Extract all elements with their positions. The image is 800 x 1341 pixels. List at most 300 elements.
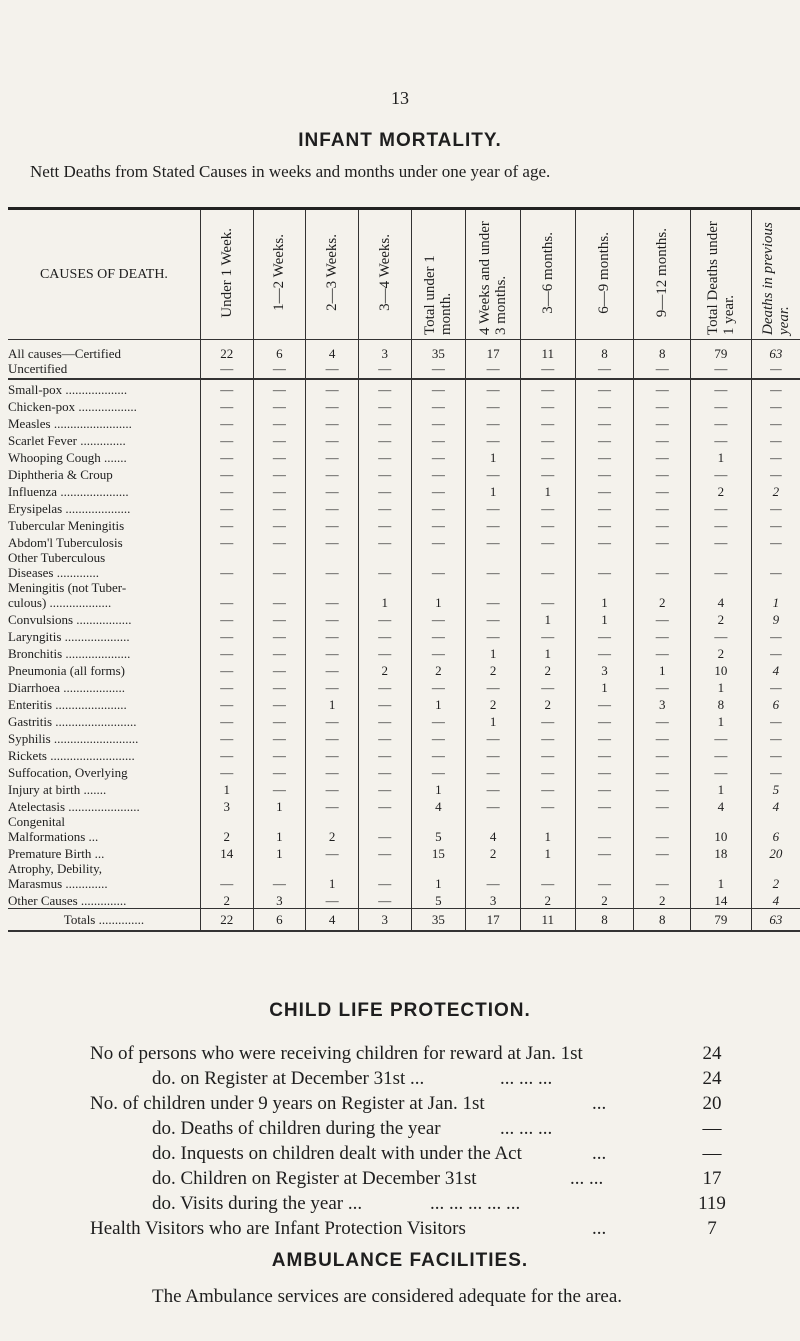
table-cell: — <box>634 499 691 516</box>
table-cell: 2 <box>691 610 752 627</box>
col-header <box>575 210 634 340</box>
table-cell: 1 <box>634 661 691 678</box>
table-cell: — <box>358 763 411 780</box>
table-cell: — <box>306 516 359 533</box>
table-cell: 2 <box>466 695 521 712</box>
table-cell: 5 <box>751 780 800 797</box>
certified-value: 8 <box>601 346 608 361</box>
child-life-value: 24 <box>702 1068 722 1089</box>
table-cell: — <box>358 814 411 844</box>
all-causes-label: All causes—Certified Uncertified <box>8 340 200 380</box>
all-causes-cell <box>751 340 800 380</box>
col-header <box>466 210 521 340</box>
col-header-label: Total under 1 month. <box>422 255 455 335</box>
table-cell: — <box>358 780 411 797</box>
table-cell: 1 <box>575 580 634 610</box>
child-life-value: — <box>702 1118 722 1139</box>
table-cell: 5 <box>411 891 466 909</box>
table-cell: 1 <box>253 814 306 844</box>
all-causes-cell <box>200 340 253 380</box>
table-cell: — <box>520 627 575 644</box>
table-cell: — <box>466 729 521 746</box>
table-cell: 2 <box>691 644 752 661</box>
page-title: INFANT MORTALITY. <box>298 130 502 151</box>
infant-mortality-table <box>8 210 800 932</box>
table-cell: — <box>691 379 752 397</box>
table-cell: — <box>358 482 411 499</box>
table-cell: — <box>358 844 411 861</box>
col-header-label: 3—4 Weeks. <box>376 234 393 311</box>
table-row <box>8 414 800 431</box>
table-cell: — <box>253 661 306 678</box>
table-cell: — <box>411 746 466 763</box>
cause-label: Small-pox ................... <box>8 382 128 397</box>
table-cell: — <box>358 712 411 729</box>
table-cell: — <box>306 627 359 644</box>
table-cell: — <box>575 448 634 465</box>
table-cell: 2 <box>306 814 359 844</box>
cause-label: Rickets .......................... <box>8 748 135 763</box>
table-cell: 1 <box>520 644 575 661</box>
table-cell: — <box>575 379 634 397</box>
uncertified-value: — <box>272 361 286 376</box>
certified-value: 22 <box>220 346 234 361</box>
table-cell: 2 <box>411 661 466 678</box>
table-cell: — <box>751 712 800 729</box>
table-row <box>8 550 800 580</box>
table-cell: — <box>751 516 800 533</box>
table-cell: — <box>306 431 359 448</box>
table-cell: — <box>411 550 466 580</box>
table-cell: 2 <box>200 891 253 909</box>
table-cell: — <box>358 397 411 414</box>
table-cell: — <box>358 644 411 661</box>
table-cell: — <box>358 499 411 516</box>
child-life-leader-dots: ... ... ... <box>500 1068 553 1089</box>
ambulance-heading: AMBULANCE FACILITIES. <box>271 1250 529 1271</box>
table-cell: 1 <box>306 861 359 891</box>
all-causes-cell <box>691 340 752 380</box>
child-life-leader-dots: ... ... <box>570 1168 604 1189</box>
table-cell: — <box>751 397 800 414</box>
cause-label: Chicken-pox .................. <box>8 399 137 414</box>
table-cell: — <box>691 729 752 746</box>
cause-label: Measles ........................ <box>8 416 132 431</box>
table-cell: 2 <box>520 661 575 678</box>
table-cell: — <box>520 861 575 891</box>
all-causes-cell <box>253 340 306 380</box>
table-cell: 1 <box>466 482 521 499</box>
table-cell: — <box>358 729 411 746</box>
table-body <box>8 340 800 932</box>
cause-label: Suffocation, Overlying <box>8 765 128 780</box>
table-cell: — <box>358 746 411 763</box>
child-life-value: 20 <box>702 1093 722 1114</box>
table-cell: — <box>751 644 800 661</box>
table-row <box>8 397 800 414</box>
table-cell: 2 <box>634 891 691 909</box>
child-life-leader-dots: ... <box>592 1143 607 1164</box>
child-life-heading: CHILD LIFE PROTECTION. <box>269 1000 531 1021</box>
table-cell: — <box>466 533 521 550</box>
table-cell: — <box>634 533 691 550</box>
causes-header: CAUSES OF DEATH. <box>8 210 200 340</box>
table-cell: — <box>575 695 634 712</box>
table-cell: 1 <box>691 861 752 891</box>
table-cell: — <box>575 712 634 729</box>
table-cell: — <box>466 797 521 814</box>
table-cell: — <box>634 814 691 844</box>
table-row <box>8 379 800 397</box>
totals-cell: 4 <box>306 909 359 932</box>
table-cell: — <box>200 397 253 414</box>
table-cell: — <box>691 397 752 414</box>
table-row <box>8 814 800 844</box>
table-cell: — <box>751 678 800 695</box>
table-cell: — <box>466 610 521 627</box>
table-cell: — <box>411 678 466 695</box>
cause-label: Premature Birth ... <box>8 846 105 861</box>
table-cell: 4 <box>691 797 752 814</box>
table-cell: — <box>253 499 306 516</box>
child-life-leader-dots: ... <box>592 1093 607 1114</box>
table-cell: — <box>575 533 634 550</box>
col-header-label: Total Deaths under 1 year. <box>704 221 737 335</box>
table-row <box>8 516 800 533</box>
table-cell: — <box>358 533 411 550</box>
table-cell: — <box>466 746 521 763</box>
cause-label: Meningitis (not Tuber- culous) ................... <box>8 580 127 610</box>
table-cell: — <box>751 448 800 465</box>
table-cell: 2 <box>751 861 800 891</box>
table-cell: — <box>411 465 466 482</box>
table-row <box>8 580 800 610</box>
table-cell: 1 <box>411 780 466 797</box>
table-cell: — <box>253 644 306 661</box>
table-cell: 4 <box>411 797 466 814</box>
table-cell: 2 <box>520 891 575 909</box>
table-cell: 4 <box>751 661 800 678</box>
table-cell: 8 <box>691 695 752 712</box>
totals-cell: 8 <box>575 909 634 932</box>
table-cell: — <box>253 746 306 763</box>
table-cell: — <box>358 550 411 580</box>
cause-label: Whooping Cough ....... <box>8 450 127 465</box>
table-cell: — <box>520 729 575 746</box>
table-cell: — <box>751 763 800 780</box>
totals-cell: 22 <box>200 909 253 932</box>
table-cell: — <box>575 465 634 482</box>
table-cell: 1 <box>306 695 359 712</box>
page-subtitle: Nett Deaths from Stated Causes in weeks and months under one year of age. <box>30 162 551 181</box>
certified-value: 4 <box>328 346 336 361</box>
table-cell: — <box>575 644 634 661</box>
table-cell: — <box>253 780 306 797</box>
table-cell: — <box>751 499 800 516</box>
table-cell: — <box>253 397 306 414</box>
all-causes-cell <box>466 340 521 380</box>
totals-row <box>8 909 800 932</box>
table-cell: — <box>575 861 634 891</box>
col-header <box>634 210 691 340</box>
table-cell: — <box>306 379 359 397</box>
table-cell: — <box>253 580 306 610</box>
table-cell: 1 <box>691 678 752 695</box>
table-cell: — <box>358 448 411 465</box>
table-cell: — <box>634 763 691 780</box>
table-cell: — <box>520 678 575 695</box>
table-cell: — <box>691 550 752 580</box>
table-cell: — <box>306 797 359 814</box>
table-cell: — <box>575 516 634 533</box>
table-cell: — <box>200 746 253 763</box>
cause-label: Convulsions ................. <box>8 612 132 627</box>
table-cell: — <box>253 448 306 465</box>
table-cell: — <box>466 516 521 533</box>
totals-cell: 79 <box>691 909 752 932</box>
table-cell: — <box>306 550 359 580</box>
table-cell: — <box>411 448 466 465</box>
table-row <box>8 627 800 644</box>
col-header-label: 9—12 months. <box>654 227 671 318</box>
table-cell: — <box>411 414 466 431</box>
totals-cell: 63 <box>751 909 800 932</box>
table-cell: — <box>691 533 752 550</box>
table-cell: — <box>253 414 306 431</box>
table-cell: — <box>200 448 253 465</box>
table-cell: — <box>691 499 752 516</box>
table-cell: — <box>520 780 575 797</box>
table-cell: 1 <box>691 448 752 465</box>
child-life-label: do. Visits during the year ... <box>152 1193 363 1214</box>
totals-cell: 3 <box>358 909 411 932</box>
table-cell: 1 <box>358 580 411 610</box>
uncertified-value: — <box>220 361 234 376</box>
col-header <box>253 210 306 340</box>
table-cell: — <box>575 729 634 746</box>
table-cell: — <box>466 678 521 695</box>
table-row <box>8 712 800 729</box>
child-life-label: do. Children on Register at December 31st <box>152 1168 477 1189</box>
cause-label: Gastritis ......................... <box>8 714 137 729</box>
table-cell: — <box>634 482 691 499</box>
table-cell: — <box>358 627 411 644</box>
table-cell: 9 <box>751 610 800 627</box>
table-cell: — <box>751 729 800 746</box>
table-cell: — <box>575 814 634 844</box>
table-cell: — <box>520 448 575 465</box>
table-cell: — <box>306 678 359 695</box>
table-cell: — <box>691 465 752 482</box>
table-cell: — <box>306 844 359 861</box>
uncertified-value: — <box>714 361 728 376</box>
cause-label: Diphtheria & Croup <box>8 467 113 482</box>
col-header-label: 6—9 months. <box>596 231 613 314</box>
table-cell: — <box>520 397 575 414</box>
uncertified-value: — <box>325 361 339 376</box>
table-cell: 14 <box>691 891 752 909</box>
cause-label: Diarrhoea ................... <box>8 680 125 695</box>
table-cell: — <box>253 610 306 627</box>
cause-label: Injury at birth ....... <box>8 782 107 797</box>
table-row <box>8 729 800 746</box>
table-cell: — <box>200 763 253 780</box>
table-cell: — <box>200 499 253 516</box>
table-cell: — <box>466 580 521 610</box>
table-cell: 3 <box>253 891 306 909</box>
table-cell: — <box>520 746 575 763</box>
table-cell: — <box>200 610 253 627</box>
table-cell: — <box>691 516 752 533</box>
table-cell: — <box>634 861 691 891</box>
table-cell: 1 <box>411 580 466 610</box>
table-cell: — <box>466 861 521 891</box>
table-cell: — <box>466 397 521 414</box>
table-cell: — <box>751 533 800 550</box>
table-cell: 1 <box>200 780 253 797</box>
table-cell: 1 <box>751 580 800 610</box>
table-cell: — <box>200 482 253 499</box>
table-cell: 2 <box>466 661 521 678</box>
table-cell: — <box>358 379 411 397</box>
table-row <box>8 763 800 780</box>
certified-value: 11 <box>541 346 555 361</box>
table-cell: — <box>751 414 800 431</box>
child-life-label: No. of children under 9 years on Register at Jan. 1st <box>90 1093 485 1114</box>
col-header-label: 4 Weeks and under 3 months. <box>477 221 510 335</box>
table-cell: — <box>575 414 634 431</box>
col-header <box>520 210 575 340</box>
table-cell: 2 <box>634 580 691 610</box>
table-cell: 10 <box>691 814 752 844</box>
table-cell: 20 <box>751 844 800 861</box>
table-cell: — <box>253 516 306 533</box>
table-cell: 1 <box>253 844 306 861</box>
child-life-value: 7 <box>707 1218 717 1239</box>
cause-label: Bronchitis .................... <box>8 646 131 661</box>
table-cell: — <box>520 580 575 610</box>
cause-label: Congenital Malformations ... <box>8 814 99 844</box>
table-cell: — <box>575 627 634 644</box>
table-cell: — <box>634 610 691 627</box>
table-cell: 1 <box>466 644 521 661</box>
all-causes-cell <box>306 340 359 380</box>
table-cell: — <box>411 763 466 780</box>
table-cell: — <box>306 746 359 763</box>
table-cell: — <box>306 465 359 482</box>
table-cell: — <box>411 712 466 729</box>
uncertified-value: — <box>597 361 611 376</box>
uncertified-value: — <box>655 361 669 376</box>
table-cell: — <box>253 465 306 482</box>
child-life-value: — <box>702 1143 722 1164</box>
table-cell: — <box>306 533 359 550</box>
table-cell: — <box>253 678 306 695</box>
table-cell: — <box>634 627 691 644</box>
certified-value: 79 <box>714 346 728 361</box>
table-cell: 2 <box>200 814 253 844</box>
uncertified-value: — <box>486 361 500 376</box>
table-cell: — <box>306 448 359 465</box>
table-cell: 1 <box>575 610 634 627</box>
all-causes-cell <box>520 340 575 380</box>
table-cell: — <box>200 695 253 712</box>
table-row <box>8 610 800 627</box>
table-cell: — <box>520 499 575 516</box>
table-cell: 1 <box>411 695 466 712</box>
table-cell: 3 <box>200 797 253 814</box>
col-header <box>691 210 752 340</box>
table-cell: — <box>411 729 466 746</box>
table-cell: — <box>634 414 691 431</box>
table-cell: — <box>358 861 411 891</box>
header-row <box>8 210 800 340</box>
table-cell: — <box>520 797 575 814</box>
child-life-leader-dots: ... <box>592 1218 607 1239</box>
table-cell: — <box>751 746 800 763</box>
table-cell: 1 <box>253 797 306 814</box>
table-cell: 4 <box>751 891 800 909</box>
table-cell: — <box>634 379 691 397</box>
table-cell: — <box>358 431 411 448</box>
table-cell: — <box>200 627 253 644</box>
table-cell: — <box>253 861 306 891</box>
table-cell: — <box>253 482 306 499</box>
all-causes-cell <box>575 340 634 380</box>
col-header <box>306 210 359 340</box>
table-row <box>8 482 800 499</box>
table-cell: 1 <box>691 780 752 797</box>
table-cell: — <box>411 397 466 414</box>
certified-value: 17 <box>486 346 500 361</box>
table-cell: — <box>306 661 359 678</box>
table-cell: 15 <box>411 844 466 861</box>
table-cell: — <box>411 610 466 627</box>
table-cell: — <box>306 397 359 414</box>
table-cell: — <box>306 780 359 797</box>
table-cell: 1 <box>466 712 521 729</box>
col-header-label: Under 1 Week. <box>218 227 235 318</box>
table-cell: — <box>575 397 634 414</box>
table-cell: — <box>411 516 466 533</box>
all-causes-row <box>8 340 800 380</box>
cause-label: Enteritis ...................... <box>8 697 127 712</box>
table-cell: — <box>575 550 634 580</box>
table-row <box>8 431 800 448</box>
table-cell: 4 <box>466 814 521 844</box>
table-cell: 1 <box>411 861 466 891</box>
table-cell: — <box>411 533 466 550</box>
certified-value: 63 <box>769 346 783 361</box>
table-cell: — <box>411 379 466 397</box>
table-cell: — <box>253 763 306 780</box>
table-cell: — <box>634 448 691 465</box>
col-header-label: 3—6 months. <box>539 231 556 314</box>
col-header-label: 1—2 Weeks. <box>271 234 288 311</box>
table-cell: — <box>358 516 411 533</box>
table-cell: — <box>575 431 634 448</box>
table-cell: — <box>520 550 575 580</box>
table-cell: — <box>358 414 411 431</box>
table-cell: — <box>751 627 800 644</box>
table-cell: — <box>520 712 575 729</box>
table-cell: — <box>253 627 306 644</box>
table-cell: — <box>634 516 691 533</box>
table-cell: — <box>200 861 253 891</box>
table-row <box>8 533 800 550</box>
infant-mortality-table-wrap <box>8 207 800 932</box>
table-cell: 4 <box>691 580 752 610</box>
